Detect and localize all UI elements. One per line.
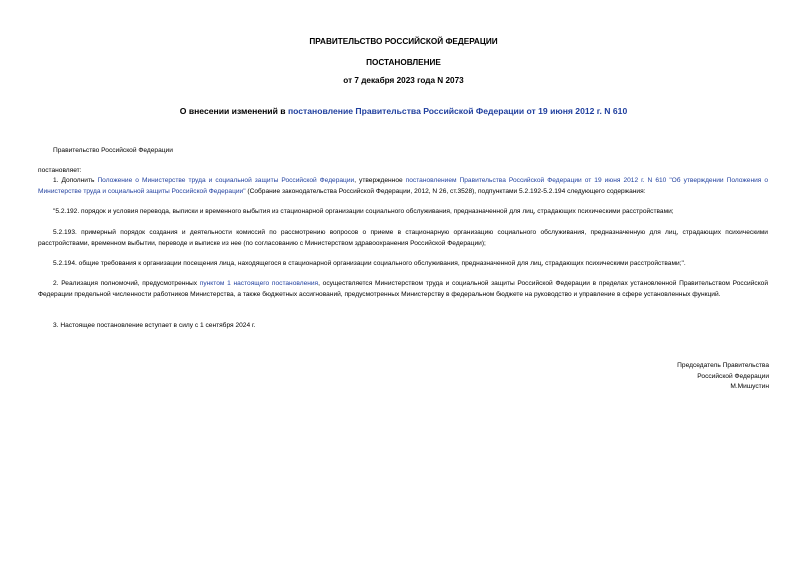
item-1-mid: , утвержденное [354, 177, 406, 184]
title-prefix: О внесении изменений в [179, 106, 288, 116]
signature-block [569, 361, 769, 393]
signature-country: Российской Федерации [697, 372, 769, 380]
regulation-link[interactable]: Положение о Министерстве труда и социальной защиты Российской Федерации [97, 177, 355, 184]
document-type-heading: ПОСТАНОВЛЕНИЕ [366, 58, 441, 67]
subitem-5-2-192: "5.2.192. порядок и условия перевода, выписки и временного выбытия из стационарной организации социального обслуживания, предназначенной для лиц, страдающих психическими расстройствами; [53, 208, 674, 215]
subitem-5-2-193: 5.2.193. примерный порядок создания и деятельности комиссий по рассмотрению вопросов о приеме в стационарную организацию социального обслуживания, предназначенную для лиц, страдающих психическими расстройствами, временном выбытии, переводе и выписке из нее (по согласованию с Министерством здравоохранения Российской Федерации); [38, 229, 768, 247]
issuer-paragraph: Правительство Российской Федерации [53, 147, 173, 154]
title-link[interactable]: постановление Правительства Российской Федерации от 19 июня 2012 г. N 610 [287, 106, 628, 116]
date-number-heading: от 7 декабря 2023 года N 2073 [343, 76, 464, 85]
resolution-610-link[interactable]: постановлением Правительства Российской Федерации от 19 июня 2012 г. N 610 "Об утверждении Положения о Министерстве труда и социальной защиты Российской Федерации" [38, 177, 769, 195]
item-1-paragraph [38, 176, 768, 197]
government-heading: ПРАВИТЕЛЬСТВО РОССИЙСКОЙ ФЕДЕРАЦИИ [309, 37, 498, 46]
resolves-paragraph: постановляет: [38, 167, 82, 174]
item-2-suffix: , осуществляется Министерством труда и социальной защиты Российской Федерации в пределах установленной Правительством Российской Федерации предельной численности работников Министерства, а также бюджетных ассигнований, предусмотренных Министерству в федеральном бюджете на руководство и управление в сфере установленных функций. [38, 280, 768, 298]
signature-title: Председатель Правительства [677, 362, 769, 369]
item-3-paragraph: 3. Настоящее постановление вступает в силу с 1 сентября 2024 г. [53, 322, 256, 329]
signature-name: М.Мишустин [730, 383, 769, 390]
item-2-paragraph [38, 279, 768, 300]
document-title [0, 106, 807, 116]
item-1-prefix: 1. Дополнить [53, 177, 98, 184]
item-1-suffix: (Собрание законодательства Российской Федерации, 2012, N 26, ст.3528), подпунктами 5.2.192-5.2.194 следующего содержания: [245, 187, 646, 195]
subitem-5-2-194: 5.2.194. общие требования к организации посещения лица, находящегося в стационарной организации социального обслуживания, предназначенной для лиц, страдающих психическими расстройствами;". [53, 260, 686, 267]
item-1-reference-link[interactable]: пунктом 1 настоящего постановления [199, 280, 319, 287]
item-2-prefix: 2. Реализация полномочий, предусмотренных [53, 280, 200, 287]
